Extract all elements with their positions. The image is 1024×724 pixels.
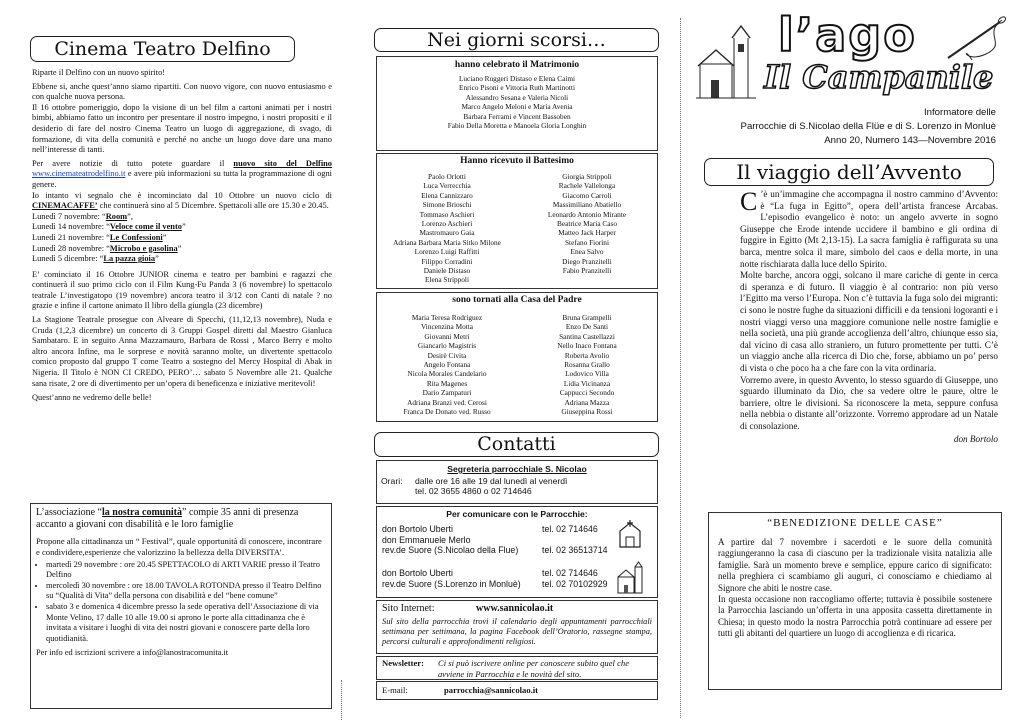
matrimonio-name: Enrico Pisoni e Vittoria Ruth Martinotti	[459, 83, 575, 93]
avvento-dropcap: C	[740, 187, 758, 216]
sito-box	[376, 600, 658, 654]
defunti-right: Bruna Grampelli Enzo De Santi Santina Castellazzi Nello Inaco Fontana Roberta Avolio Rosanna Grallo Lodovico Villa Lidia Vicinanza Cappucci Secondo Adriana Mazza Giuseppina Rossi	[557, 313, 617, 417]
schedule-item: Lunedì 7 novembre: “Room”,	[32, 211, 133, 221]
church-flue-icon	[617, 519, 643, 549]
cinema-paragraph: Riparte il Delfino con un nuovo spirito!	[32, 68, 166, 77]
comunita-event: • sabato 3 e domenica 4 dicembre presso la sede operativa dell’Associazione di via Monte Velino, 17 dalle 10 alle 19.00 si aprono le porte alla cittadinanza che è invitata a visitare i luoghi di vita dei nostri giovani e conoscere parte della loro quotidianità.	[46, 602, 326, 644]
logo-ago: l’ago	[778, 8, 917, 62]
contact-group-lorenzo	[382, 568, 652, 590]
matrimonio-name: Barbara Ferrami e Vincent Bassoben	[463, 111, 571, 121]
comunita-event: • mercoledì 30 novembre : ore 18.00 TAVOLA ROTONDA presso il Teatro Delfino su “Qualità di Vita” della persona con disabilità e del “bene comune”	[46, 581, 326, 602]
comunita-intro: L’associazione “la nostra comunità” compie 35 anni di presenza accanto a giovani con disabilità e le loro famiglie	[36, 507, 299, 530]
orari-label: Orari:	[381, 475, 403, 486]
avvento-body	[740, 189, 998, 446]
benedizione-paragraph: In questa occasione non raccogliamo offerte; tuttavia è possibile sostenere la Parrocchia lasciando un’offerta in una apposita cassetta direttamente in Chiesa; in questo modo la nostra Parrocchia potrà continuare ad essere per tutti gli abitanti del quartiere un luogo di accoglienza e di ricarica.	[718, 594, 992, 639]
comunita-box	[30, 503, 332, 709]
battesimo-right: Giorgia Strippoli Rachele Vallelonga Giacomo Carroli Massimiliano Abatiello Leonardo Antonio Mirante Beatrice Maria Caso Matteo Jack Harper Stefano Fiorini Enea Salvo Diego Pranzitelli Fabio Pranzitelli	[547, 172, 627, 276]
contact-row: rev.de Suore (S.Nicolao della Flue) tel. 02 36513714	[382, 545, 608, 556]
masthead-line: Parrocchie di S.Nicolao della Flüe e di S. Lorenzo in Monluè	[740, 121, 996, 132]
avvento-title: Il viaggio dell’Avvento	[736, 160, 962, 184]
scorsi-title: Nei giorni scorsi…	[427, 29, 606, 51]
matrimonio-name: Marco Angelo Meloni e Maria Avenia	[461, 102, 573, 112]
battesimo-box	[376, 153, 658, 289]
benedizione-title: “BENEDIZIONE DELLE CASE”	[767, 517, 943, 529]
sito-label: Sito Internet:	[382, 603, 435, 614]
comunicare-box	[376, 506, 658, 598]
defunti-box	[376, 292, 658, 422]
masthead-line: Informatore delle	[924, 107, 996, 118]
cinema-site-paragraph	[32, 159, 332, 191]
comunita-events	[36, 560, 326, 645]
email-row	[382, 684, 652, 696]
benedizione-paragraph: A partire dal 7 novembre i sacerdoti e le suore della comunità raggiungeranno la casa di ciascuno per la tradizionale visita natalizia alle famiglie. Sarà un momento breve e semplice, eppure carico di significato: nella preghiera ci scambiamo gli auguri, ci conosciamo e chiediamo al Signore che abiti le nostre case.	[718, 537, 992, 593]
fold-line-left	[341, 680, 342, 720]
schedule-list	[32, 212, 332, 265]
matrimonio-name: Alessandro Sesana e Valeria Nicoli	[465, 92, 569, 102]
benedizione-box	[708, 512, 1002, 690]
cinecaffe-label: CINEMACAFFE’	[32, 201, 98, 211]
newsletter-row	[382, 658, 652, 679]
orari-line: dalle ore 16 alle 19 dal lunedì al venerdì	[415, 475, 568, 486]
sito-row	[382, 603, 652, 615]
contact-row: don Bortolo Uberti tel. 02 714646	[382, 568, 598, 579]
junior-paragraph: E’ cominciato il 16 Ottobre JUNIOR cinema e teatro per bambini e ragazzi che continuerà il suo primo ciclo con il Film Kung-Fu Panda 3 (6 novembre) lo spettacolo teatrale L’investigatopo (19 novembre) ancora teatro il 3/12 con Canti di natale ? no grazie e infine il cartone animato Il libro della giungla (23 dicembre)	[32, 269, 332, 311]
cinecaffe-post: che continuerà sino al 5 Dicembre. Spettacoli alle ore 15.30 e 20.45.	[97, 201, 329, 211]
cinema-body	[32, 68, 332, 404]
cinema-site-label: nuovo sito del Delfino	[233, 158, 332, 168]
matrimonio-heading: hanno celebrato il Matrimonio	[454, 60, 580, 70]
church-logo-icon	[694, 24, 758, 100]
contatti-title-box	[374, 432, 659, 457]
defunti-heading: sono tornati alla Casa del Padre	[452, 295, 582, 305]
avvento-paragraph: Molte barche, ancora oggi, solcano il mare cariche di gente in cerca di speranza e di futuro. Il viaggio è al contrario: non più verso l’Egitto ma verso l’Europa. Non c’è tuttavia la fuga solo dei migranti: ci sono le nostre fughe da situazioni difficili e da tensioni logoranti e i nostri viaggi verso una maggiore comunione nelle nostre famiglie e nella società, una più grande accoglienza dell’altro, chiunque esso sia, dal vicino di casa allo straniero, un futuro promettente per tutti. C’è un viaggio anche alla ricerca di Dio che, forse, abbiamo un po’ perso di vista o che poco ha a che fare con la vita ordinaria.	[740, 270, 998, 373]
matrimonio-name: Fabio Della Moretta e Manoela Gloria Longhin	[447, 121, 587, 131]
cinema-paragraph: Il 16 ottobre pomeriggio, dopo la visione di un bel film a cartoni animati per i nostri bimbi, abbiamo fatto un incontro per presentare il nostro impegno, i nostri propositi e il desiderio di fare del nostro Cinema Teatro un luogo di aggregazione, di svago, di formazione, di vita della comunità e perché no anche un luogo dove dare una mano nell’interesse di tanti.	[32, 102, 332, 155]
newsletter-text: Ci si può iscrivere online per conoscere subito quel che avviene in Parrocchia e le novità del sito.	[438, 658, 630, 679]
cinema-closing: Quest’anno ne vedremo delle belle!	[32, 393, 152, 403]
email-link[interactable]: parrocchia@sannicolao.it	[444, 685, 539, 695]
needle-thread-icon	[942, 14, 1012, 64]
defunti-left: Maria Teresa Rodriguez Vincenzina Motta Giovanni Metri Giancarlo Magistris Desirè Civita Angelo Fontana Nicola Morales Candelario Rita Magenes Dario Zampaturi Adriana Branzi ved. Cerosi Franca De Donato ved. Russo	[403, 313, 491, 417]
fold-line-right	[680, 18, 681, 718]
contact-row: rev.de Suore (S.Lorenzo in Monluè) tel. 02 70102929	[382, 578, 608, 589]
cinecaffe-pre: Io intanto vi segnalo che è incominciato dal 10 Ottobre un nuovo ciclo di	[32, 190, 332, 200]
avvento-title-box	[704, 158, 994, 186]
column-scorsi	[372, 0, 662, 724]
cinema-cinecaffe	[32, 191, 332, 212]
orari	[381, 476, 653, 497]
cinema-title: Cinema Teatro Delfino	[54, 38, 271, 60]
contatti-title: Contatti	[477, 433, 556, 455]
segreteria-heading: Segreteria parrocchiale S. Nicolao	[447, 464, 587, 474]
battesimo-left: Paolo Orlotti Luca Verrecchia Elena Cannizzaro Simone Brioschi Tommaso Aschieri Lorenzo Aschieri Mastromauro Gaia Adriana Barbara Maria Sitko Milone Lorenzo Luigi Raffitti Filippo Corradini Daniele Distaso Elena Strippoli	[393, 172, 501, 285]
newsletter-label: Newsletter:	[382, 658, 424, 668]
cinema-paragraph: Ebbene si, anche quest’anno siamo ripartiti. Con nuovo vigore, con nuovo entusiasmo e con qualche nuova persona.	[32, 81, 332, 102]
schedule-item: Lunedì 14 novembre: “Veloce come il vento”	[32, 222, 186, 232]
contact-row: don Emmanuele Merlo	[382, 534, 471, 545]
comunita-footer: Per info ed iscrizioni scrivere a info@lanostracomunita.it	[36, 648, 229, 658]
matrimonio-names	[377, 74, 657, 130]
contact-group-nicolao	[382, 524, 652, 556]
schedule-item: Lunedì 28 novembre: “Microbo e gasolina”	[32, 243, 182, 253]
avvento-paragraph: Vorremo avere, in questo Avvento, lo stesso sguardo di Giuseppe, uno sguardo illuminato da Dio, che sa vedere oltre le paure, oltre le barriere, oltre le divisioni. Sa riconoscere la meta, seppure confusa nella nebbia o distante all’orizzonte. Vorremo approdare ad un Natale di consolazione.	[740, 374, 998, 431]
stagione-paragraph: La Stagione Teatrale prosegue con Alveare di Specchi, (11,12,13 novembre), Nuda e Cruda (1,2,3 dicembre) un concerto di 3 Gruppi Gospel diretti dal Maestro Gianluca Sambataro. E in seguito Anna Mazzamauro, Barbara de Rossi , Marco Berry e molto altro ancora Infine, ma le sorprese e novità saranno molte, un divertente spettacolo comico proposto dal gruppo T come Teatro a sostegno del Mercy Hospital di Abak in Nigeria. Il Titolo è NON CI CREDO, PERO’… sabato 5 Novembre alle 21. Qualche sana risate, 2 ore di divertimento per un’opera di beneficenza e iniziative meritevoli!	[32, 315, 332, 388]
cinema-site-pre: Per avere notizie di tutto potete guardare il	[32, 158, 234, 168]
avvento-paragraph	[740, 189, 998, 270]
logo-campanile: Il Campanile	[764, 58, 994, 96]
email-label: E-mail:	[382, 685, 408, 695]
cinema-site-link[interactable]: www.cinemateatrodelfino.it	[32, 169, 126, 179]
comunita-event: • martedì 29 novembre : ore 20.45 SPETTACOLO di ARTI VARIE presso il Teatro Delfino	[46, 560, 326, 581]
matrimonio-box	[376, 56, 658, 151]
battesimo-heading: Hanno ricevuto il Battesimo	[460, 156, 574, 166]
segreteria-box	[376, 460, 658, 504]
sito-link[interactable]: www.sannicolao.it	[476, 603, 554, 614]
column-cinema	[22, 0, 340, 724]
masthead-logo	[694, 8, 1010, 102]
comunita-lead: Propone alla cittadinanza un “ Festival”, quale opportunità di conoscere, incontrare e condividere,esperienze che valorizzino la bellezza della DIVERSITA’.	[36, 536, 322, 557]
cinema-site-post: e avere più informazioni su tutta la programmazione di ogni genere.	[32, 169, 332, 189]
avvento-text: ’è un’immagine che accompagna il nostro cammino d’Avvento: è “La fuga in Egitto”, opera dell’artista francese Arcabas. L’episodio evangelico è noto: un angelo avverte in sogno Giuseppe che Erode intende uccidere il bambino e gli ordina di fuggire in Egitto (Mt 2,13-15). La sacra famiglia è raffigurata su una barca, mentre solca il mare, simbolo del caos e della morte, in una notte rischiarata dalla luce dello Spirito.	[740, 189, 998, 269]
scorsi-title-box	[374, 28, 659, 52]
column-masthead	[690, 0, 1020, 724]
comunicare-heading: Per comunicare con le Parrocchie:	[446, 509, 588, 519]
masthead-line: Anno 20, Numero 143—Novembre 2016	[824, 135, 996, 146]
email-box	[376, 681, 658, 700]
sito-desc: Sul sito della parrocchia trovi il calendario degli appuntamenti parrocchiali settimana per settimana, la pagina Facebook dell’Oratorio, rassegne stampa, percorsi culturali e approfondimenti religiosi.	[382, 617, 652, 647]
avvento-signature: don Bortolo	[953, 434, 998, 445]
church-lorenzo-icon	[615, 561, 645, 595]
orari-line: tel. 02 3655 4860 o 02 714646	[415, 486, 532, 496]
matrimonio-name: Luciano Ruggeri Distaso e Elena Caimi	[458, 74, 576, 83]
masthead-info	[741, 106, 996, 148]
contact-row: don Bortolo Uberti tel. 02 714646	[382, 523, 598, 534]
cinema-title-box	[30, 36, 295, 62]
schedule-item: Lunedì 21 novembre: “Le Confessioni”	[32, 232, 167, 242]
newsletter-box	[376, 656, 658, 680]
schedule-item: Lunedì 5 dicembre: “La pazza gioia”	[32, 254, 159, 264]
